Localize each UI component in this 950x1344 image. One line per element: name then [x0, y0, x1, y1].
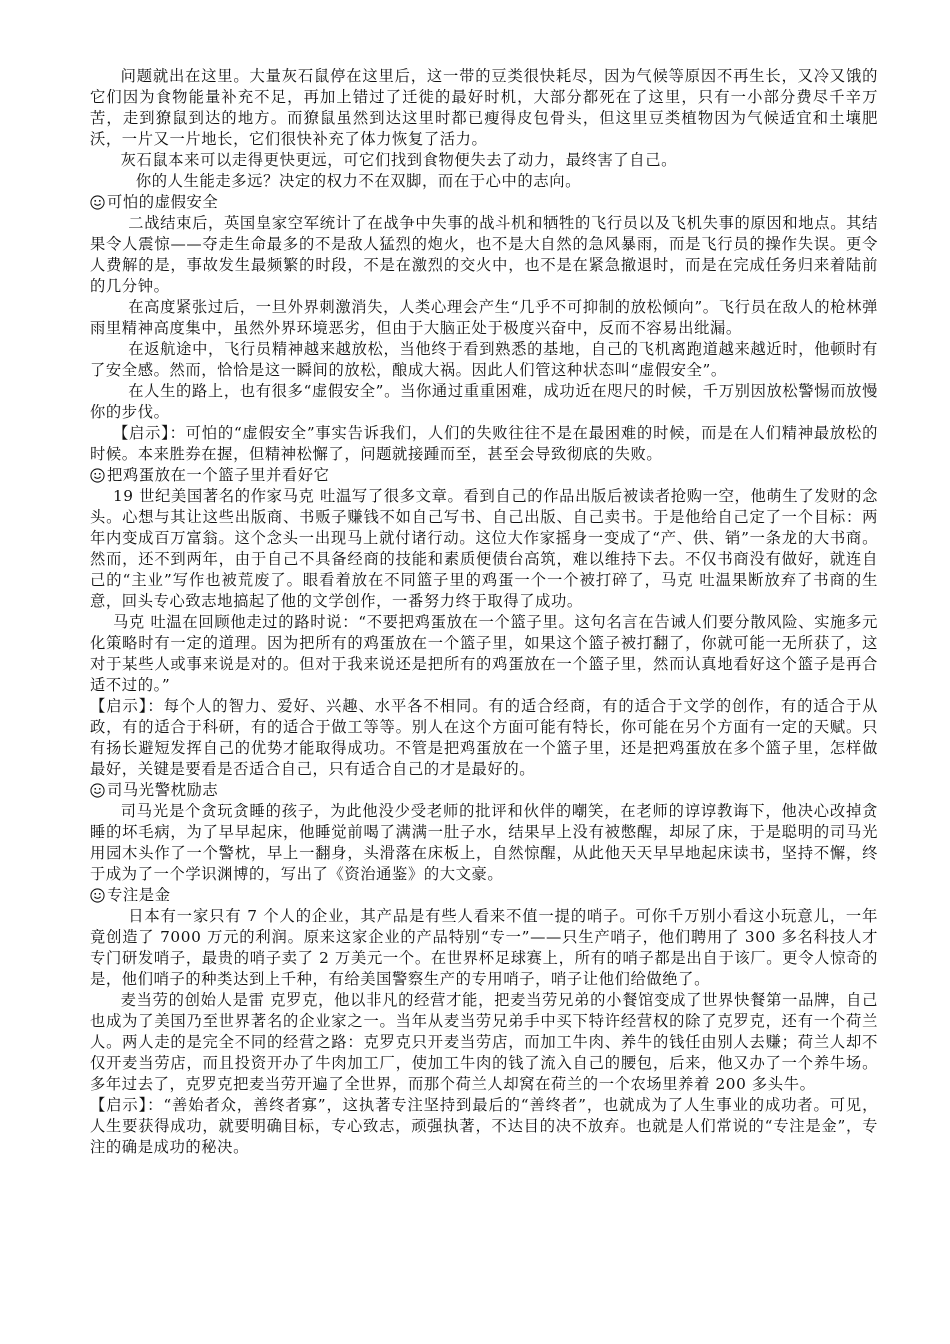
insight-paragraph: 【启示】：每个人的智力、爱好、兴趣、水平各不相同。有的适合经商，有的适合于文学的创作，有的适合于从政，有的适合于科研，有的适合于做工等等。别人在这个方面可能有特长，你可能在另个方面有一定的天赋。只有扬长避短发挥自己的优势才能取得成功。不管是把鸡蛋放在一个篮子里，还是把鸡蛋放在多个篮子里，怎样做最好，关键是要看是否适合自己，只有适合自己的才是最好的。 [90, 697, 878, 778]
insight-paragraph: 【启示】：“善始者众，善终者寡”，这执著专注坚持到最后的“善终者”，也就成为了人生事业的成功者。可见，人生要获得成功，就要明确目标，专心致志，顽强执著，不达目的决不放弃。也就是人们常说的“专注是金”，专注的确是成功的秘决。 [90, 1096, 878, 1156]
smiley-face-icon [90, 195, 105, 210]
section-title: 司马光警枕励志 [107, 781, 219, 799]
paragraph: 灰石鼠本来可以走得更快更远，可它们找到食物便失去了动力，最终害了自己。 [120, 151, 677, 169]
paragraph: 你的人生能走多远？决定的权力不在双脚，而在于心中的志向。 [135, 172, 582, 190]
section-title: 把鸡蛋放在一个篮子里并看好它 [107, 466, 330, 484]
paragraph: 19 世纪美国著名的作家马克 吐温写了很多文章。看到自己的作品出版后被读者抢购一空，他萌生了发财的念头。心想与其让这些出版商、书贩子赚钱不如自己写书、自己出版、自己卖书。于是他给自己定了一个目标：两年内变成百万富翁。这个念头一出现马上就付诸行动。这位大作家摇身一变成了“产、供、销”一条龙的大书商。然而，还不到两年，由于自己不具备经商的技能和素质便债台高筑，难以维持下去。不仅书商没有做好，就连自己的“主业”写作也被荒废了。眼看着放在不同篮子里的鸡蛋一个一个被打碎了，马克 吐温果断放弃了书商的生意，回头专心致志地搞起了他的文学创作，一番努力终于取得了成功。 [90, 487, 878, 610]
paragraph: 麦当劳的创始人是雷 克罗克，他以非凡的经营才能，把麦当劳兄弟的小餐馆变成了世界快餐第一品牌，自己也成为了美国乃至世界著名的企业家之一。当年从麦当劳兄弟手中买下特许经营权的除了克罗克，还有一个荷兰人。两人走的是完全不同的经营之路：克罗克只开麦当劳店，而加工牛肉、养牛的钱任由别人去赚；荷兰人却不仅开麦当劳店，而且投资开办了牛肉加工厂，使加工牛肉的钱了流入自己的腰包，后来，他又办了一个养牛场。多年过去了，克罗克把麦当劳开遍了全世界，而那个荷兰人却窝在荷兰的一个农场里养着 200 多头牛。 [90, 991, 878, 1093]
document-page [90, 66, 878, 1158]
paragraph: 二战结束后，英国皇家空军统计了在战争中失事的战斗机和牺牲的飞行员以及飞机失事的原因和地点。其结果令人震惊——夺走生命最多的不是敌人猛烈的炮火，也不是大自然的急风暴雨，而是飞行员的操作失误。更令人费解的是，事故发生最频繁的时段，不是在激烈的交火中，也不是在紧急撤退时，而是在完成任务归来着陆前的几分钟。 [90, 214, 878, 295]
section-heading [90, 465, 878, 486]
paragraph: 在返航途中，飞行员精神越来越放松，当他终于看到熟悉的基地，自己的飞机离跑道越来越近时，他顿时有了安全感。然而，恰恰是这一瞬间的放松，酿成大祸。因此人们管这种状态叫“虚假安全”。 [90, 340, 878, 379]
section-title: 可怕的虚假安全 [107, 193, 219, 211]
smiley-face-icon [90, 888, 105, 903]
smiley-face-icon [90, 783, 105, 798]
section-heading [90, 885, 878, 906]
paragraph: 日本有一家只有 7 个人的企业，其产品是有些人看来不值一提的哨子。可你千万别小看这小玩意儿，一年竟创造了 7000 万元的利润。原来这家企业的产品特别“专一”——只生产哨子，他们聘用了 300 多名科技人才专门研发哨子，最贵的哨子卖了 2 万美元一个。在世界杯足球赛上，所有的哨子都是出自于该厂。更令人惊奇的是，他们哨子的种类达到上千种，有给美国警察生产的专用哨子，哨子让他们给做绝了。 [90, 907, 878, 988]
section-heading [90, 780, 878, 801]
section-heading [90, 192, 878, 213]
section-title: 专注是金 [107, 886, 171, 904]
smiley-face-icon [90, 468, 105, 483]
paragraph: 在人生的路上，也有很多“虚假安全”。当你通过重重困难，成功近在咫尺的时候，千万别因放松警惕而放慢你的步伐。 [90, 382, 878, 421]
paragraph: 马克 吐温在回顾他走过的路时说：“不要把鸡蛋放在一个篮子里。这句名言在告诫人们要分散风险、实施多元化策略时有一定的道理。因为把所有的鸡蛋放在一个篮子里，如果这个篮子被打翻了，你就可能一无所获了，这对于某些人或事来说是对的。但对于我来说还是把所有的鸡蛋放在一个篮子里，然而认真地看好这个篮子是再合适不过的。” [90, 613, 878, 694]
paragraph: 问题就出在这里。大量灰石鼠停在这里后，这一带的豆类很快耗尽，因为气候等原因不再生长，又冷又饿的它们因为食物能量补充不足，再加上错过了迁徙的最好时机，大部分都死在了这里，只有一小部分费尽千辛万苦，走到獠鼠到达的地方。而獠鼠虽然到达这里时都已瘦得皮包骨头，但这里豆类植物因为气候适宜和土壤肥沃，一片又一片地长，它们很快补充了体力恢复了活力。 [90, 67, 878, 148]
paragraph: 在高度紧张过后，一旦外界刺激消失，人类心理会产生“几乎不可抑制的放松倾向”。飞行员在敌人的枪林弹雨里精神高度集中，虽然外界环境恶劣，但由于大脑正处于极度兴奋中，反而不容易出纰漏。 [90, 298, 878, 337]
insight-paragraph: 【启示】：可怕的“虚假安全”事实告诉我们，人们的失败往往不是在最困难的时候，而是在人们精神最放松的时候。本来胜券在握，但精神松懈了，问题就接踵而至，甚至会导致彻底的失败。 [90, 424, 878, 463]
paragraph: 司马光是个贪玩贪睡的孩子，为此他没少受老师的批评和伙伴的嘲笑，在老师的谆谆教诲下，他决心改掉贪睡的坏毛病，为了早早起床，他睡觉前喝了满满一肚子水，结果早上没有被憋醒，却尿了床，于是聪明的司马光用园木头作了一个警枕，早上一翻身，头滑落在床板上，自然惊醒，从此他天天早早地起床读书，坚持不懈，终于成为了一个学识渊博的，写出了《资治通鉴》的大文豪。 [90, 802, 878, 883]
